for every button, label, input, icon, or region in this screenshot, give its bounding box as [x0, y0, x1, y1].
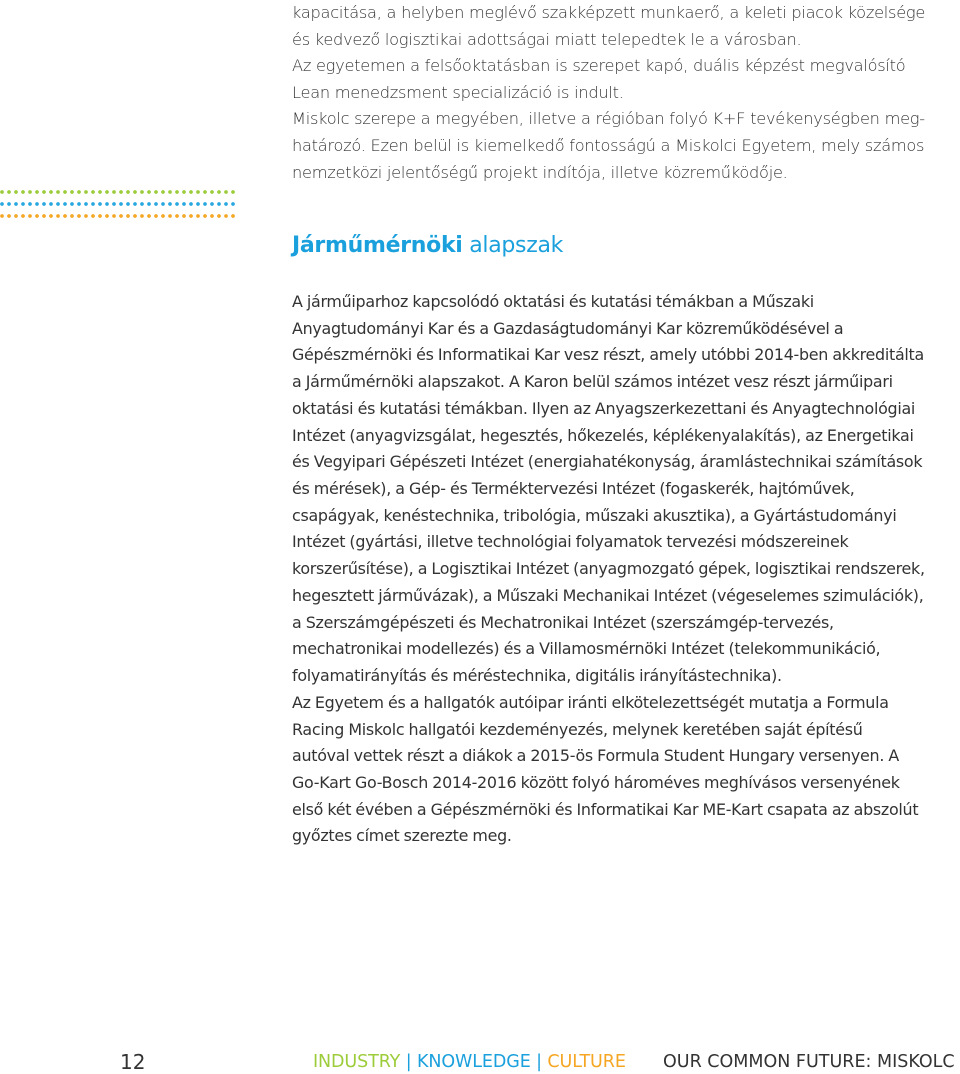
intro-line: Lean menedzsment specializáció is indult.	[292, 82, 624, 102]
body-line: korszerűsítése), a Logisztikai Intézet (anyagmozgató gépek, logisztikai rendszerek,	[292, 559, 925, 579]
body-line: csapágyak, kenéstechnika, tribológia, műszaki akusztika), a Gyártástudományi	[292, 505, 897, 525]
body-paragraph	[292, 289, 956, 850]
body-line: Az Egyetem és a hallgatók autóipar iránti elkötelezettségét mutatja a Formula	[292, 692, 889, 712]
page-footer	[0, 1045, 960, 1073]
blue-dot-row	[0, 202, 236, 206]
tagline-industry: INDUSTRY	[313, 1052, 401, 1072]
body-line: A járműiparhoz kapcsolódó oktatási és kutatási témákban a Műszaki	[292, 292, 814, 311]
tagline-knowledge: KNOWLEDGE	[417, 1052, 531, 1072]
green-dot-row	[0, 190, 236, 194]
body-line: és Vegyipari Gépészeti Intézet (energiahatékonyság, áramlástechnikai számítások	[292, 452, 923, 472]
decorative-dotted-lines	[0, 190, 236, 226]
body-line: autóval vettek részt a diákok a 2015-ös Formula Student Hungary versenyen. A	[292, 746, 899, 766]
intro-line: Az egyetemen a felsőoktatásban is szerepet kapó, duális képzést megvalósító	[292, 56, 906, 76]
intro-line: határozó. Ezen belül is kiemelkedő fontosságú a Miskolci Egyetem, mely számos	[292, 135, 925, 155]
tagline-separator: |	[530, 1052, 548, 1072]
intro-line: kapacitása, a helyben meglévő szakképzett munkaerő, a keleti piacok közelsége	[292, 3, 926, 22]
footer-tagline	[313, 1052, 626, 1072]
intro-line: nemzetközi jelentőségű projekt indítója, illetve közreműködője.	[292, 162, 788, 182]
body-line: Gépészmérnöki és Informatikai Kar vesz részt, amely utóbbi 2014-ben akkreditálta	[292, 345, 924, 365]
body-line: Racing Miskolc hallgatói kezdeményezés, melynek keretében saját építésű	[292, 719, 863, 739]
tagline-separator: |	[400, 1052, 417, 1072]
body-line: folyamatirányítás és méréstechnika, digitális irányítástechnika).	[292, 666, 782, 686]
section-title-bold: Járműmérnöki	[292, 233, 463, 258]
body-line: első két évében a Gépészmérnöki és Informatikai Kar ME-Kart csapata az abszolút	[292, 799, 919, 819]
publication-title: OUR COMMON FUTURE: MISKOLC	[663, 1052, 955, 1072]
body-line: Go-Kart Go-Bosch 2014-2016 között folyó hároméves meghívásos versenyének	[292, 772, 900, 792]
page-number: 12	[120, 1050, 146, 1074]
body-line: mechatronikai modellezés) és a Villamosmérnöki Intézet (telekommunikáció,	[292, 639, 881, 659]
body-line: hegesztett járművázak), a Műszaki Mechanikai Intézet (végeselemes szimulációk),	[292, 585, 924, 605]
body-line: oktatási és kutatási témákban. Ilyen az Anyagszerkezettani és Anyagtechnológiai	[292, 398, 916, 418]
orange-dot-row	[0, 214, 236, 218]
body-line: és mérések), a Gép- és Terméktervezési Intézet (fogaskerék, hajtóművek,	[292, 479, 855, 499]
body-line: Anyagtudományi Kar és a Gazdaságtudományi Kar közreműködésével a	[292, 318, 844, 338]
body-line: Intézet (anyagvizsgálat, hegesztés, hőkezelés, képlékenyalakítás), az Energetikai	[292, 425, 914, 445]
body-line: a Szerszámgépészeti és Mechatronikai Intézet (szerszámgép-tervezés,	[292, 612, 834, 632]
section-title-light: alapszak	[462, 233, 564, 258]
tagline-culture: CULTURE	[547, 1052, 626, 1072]
intro-line: és kedvező logisztikai adottságai miatt telepedtek le a városban.	[292, 29, 802, 49]
section-title	[292, 233, 563, 258]
body-line: Intézet (gyártási, illetve technológiai folyamatok tervezési módszereinek	[292, 532, 849, 552]
intro-paragraph	[292, 0, 952, 186]
body-line: győztes címet szerezte meg.	[292, 826, 512, 846]
intro-line: Miskolc szerepe a megyében, illetve a régióban folyó K+F tevékenységben meg-	[292, 109, 925, 129]
body-line: a Járműmérnöki alapszakot. A Karon belül számos intézet vesz részt járműipari	[292, 372, 893, 392]
